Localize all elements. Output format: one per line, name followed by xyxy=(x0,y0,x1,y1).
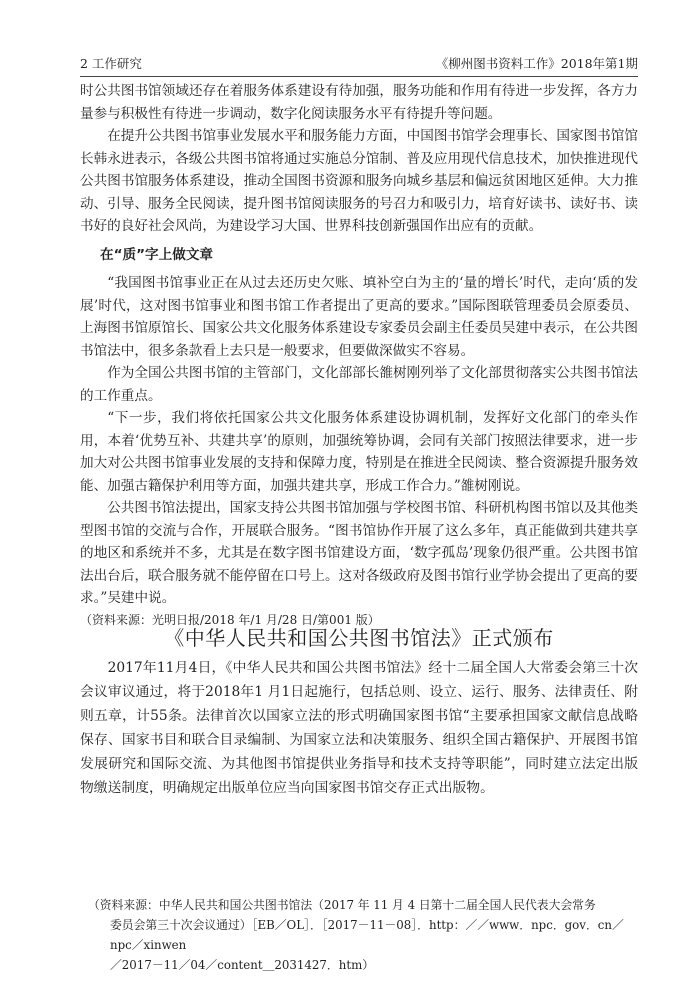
article2-source xyxy=(88,895,638,975)
section-heading: 在“质”字上做文章 xyxy=(100,246,214,263)
paragraph: “我国图书馆事业正在从过去还历史欠账、填补空白为主的‘量的增长’时代，走向‘质的发展’时代，这对图书馆事业和图书馆工作者提出了更高的要求。”国际图联管理委员会原委员、上海图书馆原馆长、国家公共文化服务体系建设专家委员会副主任委员吴建中表示，在公共图书馆法中，很多条款看上去只是一般要求，但要做深做实不容易。 xyxy=(80,275,638,359)
article1-body xyxy=(80,80,638,630)
page-number-section: 2 工作研究 xyxy=(80,56,142,71)
page-header xyxy=(80,55,638,73)
paragraph: 2017年11月4日，《中华人民共和国公共图书馆法》经十二届全国人大常委会第三十次会议审议通过，将于2018年1 月1日起施行，包括总则、设立、运行、服务、法律责任、附则五章，计55条。法律首次以国家立法的形式明确国家图书馆“主要承担国家文献信息战略保存、国家书目和联合目录编制、为国家立法和决策服务、组织全国古籍保护、开展图书馆发展研究和国际交流、为其他图书馆提供业务指导和技术支持等职能”，同时建立法定出版物缴送制度，明确规定出版单位应当向国家图书馆交存正式出版物。 xyxy=(80,660,638,796)
paragraph: 公共图书馆法提出，国家支持公共图书馆加强与学校图书馆、科研机构图书馆以及其他类型图书馆的交流与合作，开展联合服务。“图书馆协作开展了这么多年，真正能做到共建共享的地区和系统并不多，尤其是在数字图书馆建设方面，‘数字孤岛’现象仍很严重。公共图书馆法出台后，联合服务就不能停留在口号上。这对各级政府及图书馆行业学协会提出了更高的要求。”吴建中说。 xyxy=(80,500,638,606)
source-line: 委员会第三十次会议通过）［EB／OL］．［2017－11－08］．http：／／www．npc．gov．cn／npc／xinwen xyxy=(110,918,624,952)
article2-body xyxy=(80,656,638,800)
source-citation: （资料来源：光明日报/2018 年/1 月/28 日/第001 版） xyxy=(80,612,380,627)
article2-title: 《中华人民共和国公共图书馆法》正式颁布 xyxy=(164,626,554,650)
paragraph: 时公共图书馆领域还存在着服务体系建设有待加强，服务功能和作用有待进一步发挥，各方力量参与积极性有待进一步调动，数字化阅读服务水平有待提升等问题。 xyxy=(80,83,638,122)
paragraph: 作为全国公共图书馆的主管部门，文化部部长雒树刚列举了文化部贯彻落实公共图书馆法的工作重点。 xyxy=(80,365,638,404)
source-line: ／2017－11／04／content＿2031427．htm） xyxy=(110,958,375,972)
source-line: （资料来源：中华人民共和国公共图书馆法（2017 年 11 月 4 日第十二届全国人民代表大会常务 xyxy=(88,898,596,912)
journal-title: 《柳州图书资料工作》2018年第1期 xyxy=(435,56,638,71)
header-divider xyxy=(80,76,638,77)
paragraph: “下一步，我们将依托国家公共文化服务体系建设协调机制，发挥好文化部门的牵头作用，本着‘优势互补、共建共享’的原则，加强统筹协调，会同有关部门按照法律要求，进一步加大对公共图书馆事业发展的支持和保障力度，特别是在推进全民阅读、整合资源提升服务效能、加强古籍保护利用等方面，加强共建共享，形成工作合力。”雒树刚说。 xyxy=(80,410,638,494)
paragraph: 在提升公共图书馆事业发展水平和服务能力方面，中国图书馆学会理事长、国家图书馆馆长韩永进表示，各级公共图书馆将通过实施总分馆制、普及应用现代信息技术，加快推进现代公共图书馆服务体系建设，推动全国图书资源和服务向城乡基层和偏远贫困地区延伸。大力推动、引导、服务全民阅读，提升图书馆阅读服务的号召力和吸引力，培育好读书、读好书、读书好的良好社会风尚，为建设学习大国、世界科技创新强国作出应有的贡献。 xyxy=(80,128,638,234)
